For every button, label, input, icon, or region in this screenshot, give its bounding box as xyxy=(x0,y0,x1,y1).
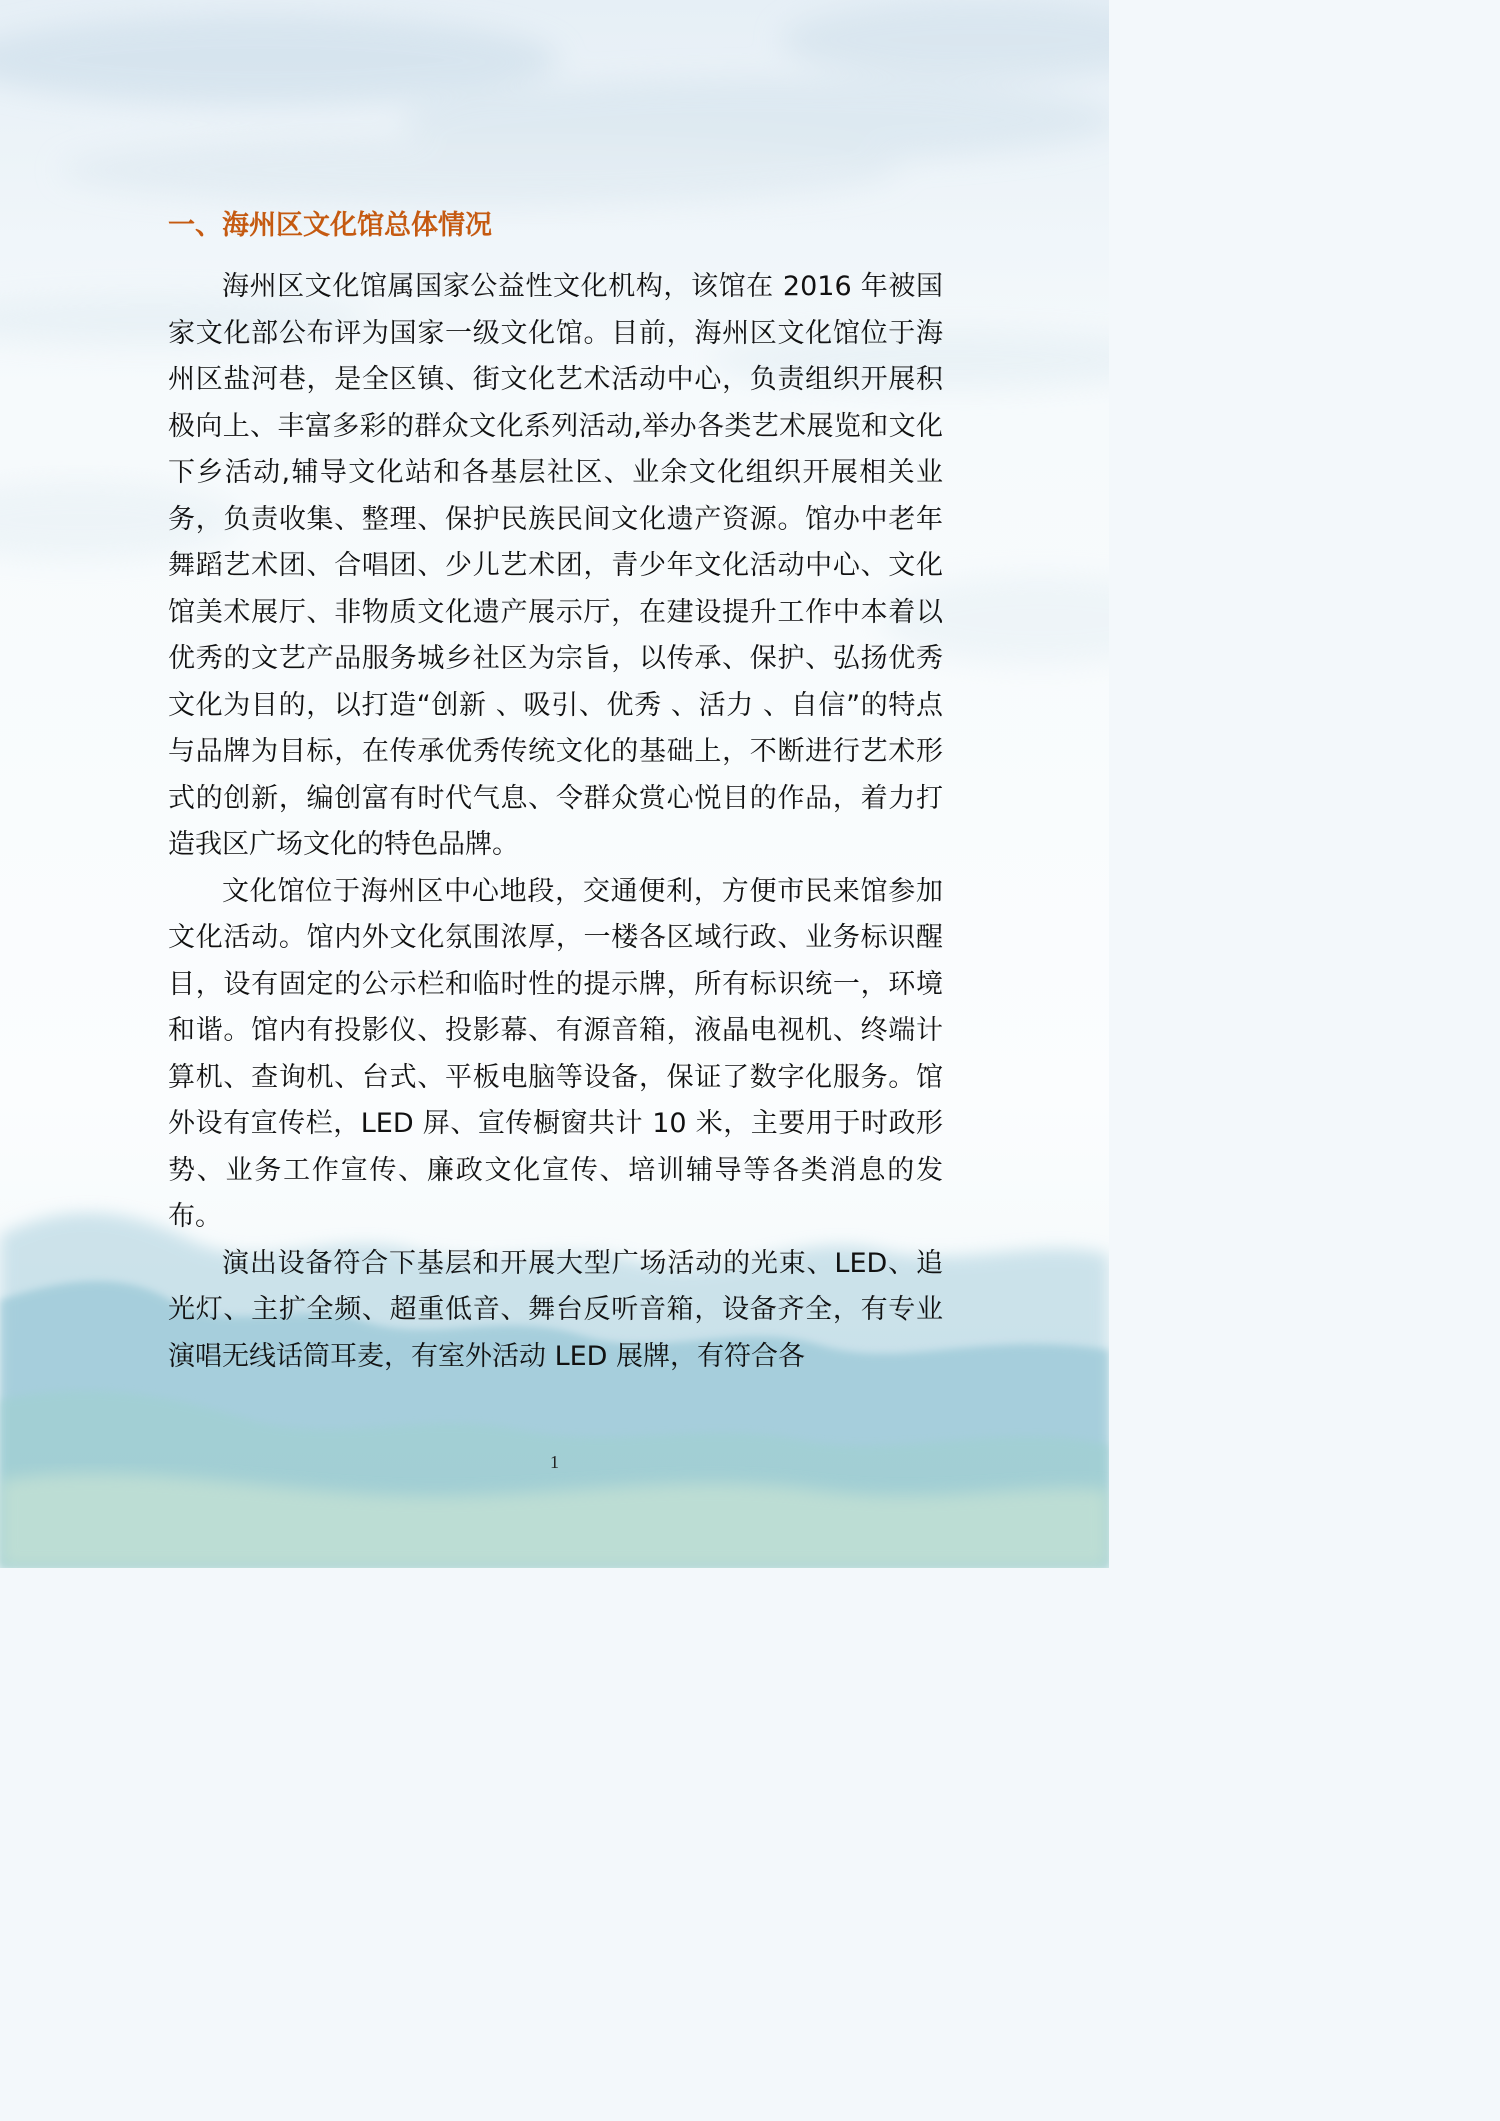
document-body xyxy=(168,264,943,1380)
page-number: 1 xyxy=(550,1452,559,1472)
paragraph-overview: 海州区文化馆属国家公益性文化机构，该馆在 2016 年被国家文化部公布评为国家一级文化馆。目前，海州区文化馆位于海州区盐河巷，是全区镇、街文化艺术活动中心，负责组织开展积极向上、丰富多彩的群众文化系列活动,举办各类艺术展览和文化下乡活动,辅导文化站和各基层社区、业余文化组织开展相关业务，负责收集、整理、保护民族民间文化遗产资源。馆办中老年舞蹈艺术团、合唱团、少儿艺术团，青少年文化活动中心、文化馆美术展厅、非物质文化遗产展示厅，在建设提升工作中本着以优秀的文艺产品服务城乡社区为宗旨，以传承、保护、弘扬优秀文化为目的，以打造“创新 、吸引、优秀 、活力 、自信”的特点与品牌为目标，在传承优秀传统文化的基础上，不断进行艺术形式的创新，编创富有时代气息、令群众赏心悦目的作品，着力打造我区广场文化的特色品牌。 xyxy=(168,271,943,860)
section-title: 一、海州区文化馆总体情况 xyxy=(168,210,492,241)
paragraph-location-facilities: 文化馆位于海州区中心地段，交通便利，方便市民来馆参加文化活动。馆内外文化氛围浓厚，一楼各区域行政、业务标识醒目，设有固定的公示栏和临时性的提示牌，所有标识统一，环境和谐。馆内有投影仪、投影幕、有源音箱，液晶电视机、终端计算机、查询机、台式、平板电脑等设备，保证了数字化服务。馆外设有宣传栏，LED 屏、宣传橱窗共计 10 米，主要用于时政形势、业务工作宣传、廉政文化宣传、培训辅导等各类消息的发布。 xyxy=(168,875,943,1232)
paragraph-performance-equipment: 演出设备符合下基层和开展大型广场活动的光束、LED、追光灯、主扩全频、超重低音、舞台反听音箱，设备齐全，有专业演唱无线话筒耳麦，有室外活动 LED 展牌，有符合各 xyxy=(168,1247,943,1372)
